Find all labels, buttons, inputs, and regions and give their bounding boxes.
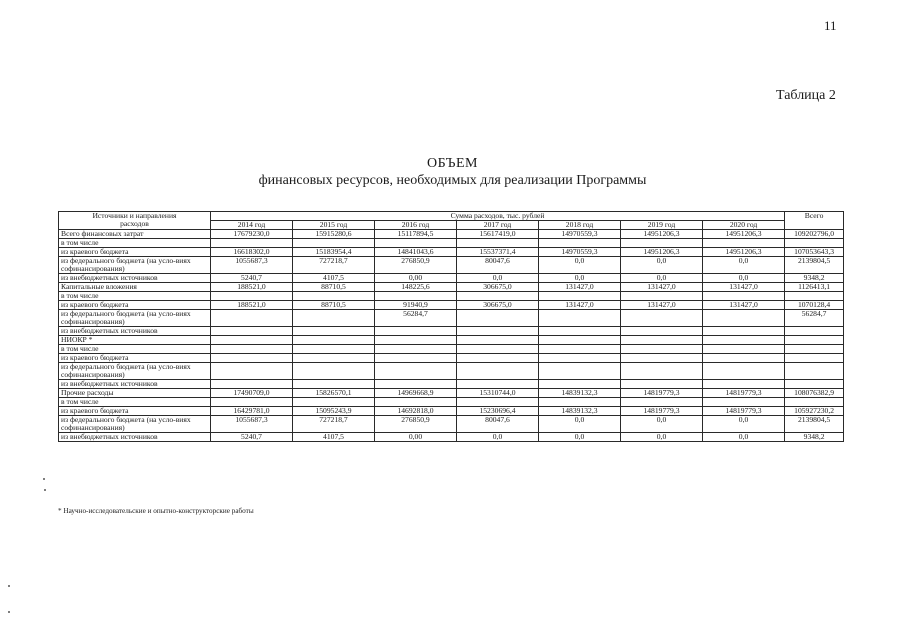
value-cell: 0,00 (375, 433, 457, 442)
value-cell (293, 292, 375, 301)
value-cell: 14970559,3 (539, 248, 621, 257)
value-cell (539, 354, 621, 363)
value-cell (375, 336, 457, 345)
value-cell (211, 292, 293, 301)
value-cell (293, 345, 375, 354)
year-header: 2014 год (211, 221, 293, 230)
value-cell: 131427,0 (621, 283, 703, 292)
value-cell: 14819779,3 (621, 407, 703, 416)
value-cell: 91940,9 (375, 301, 457, 310)
total-cell: 109202796,0 (785, 230, 844, 239)
table-row (59, 310, 844, 327)
year-header: 2016 год (375, 221, 457, 230)
value-cell: 0,0 (703, 274, 785, 283)
row-label: НИОКР * (59, 336, 211, 345)
value-cell: 0,0 (703, 257, 785, 274)
value-cell: 5240,7 (211, 433, 293, 442)
value-cell (293, 354, 375, 363)
value-cell: 727218,7 (293, 416, 375, 433)
footnote: * Научно-исследовательские и опытно-конструкторские работы (58, 507, 254, 515)
value-cell: 131427,0 (539, 301, 621, 310)
total-cell: 1070128,4 (785, 301, 844, 310)
value-cell (375, 398, 457, 407)
table-row (59, 416, 844, 433)
scan-speck (8, 611, 10, 613)
value-cell: 14951206,3 (621, 230, 703, 239)
total-cell: 107053643,3 (785, 248, 844, 257)
total-cell (785, 336, 844, 345)
value-cell: 56284,7 (375, 310, 457, 327)
value-cell (703, 292, 785, 301)
row-label: в том числе (59, 239, 211, 248)
total-cell (785, 380, 844, 389)
value-cell: 5240,7 (211, 274, 293, 283)
total-cell (785, 292, 844, 301)
sources-header-line2: расходов (120, 219, 149, 228)
value-cell (211, 336, 293, 345)
value-cell: 14692818,0 (375, 407, 457, 416)
value-cell: 727218,7 (293, 257, 375, 274)
value-cell: 14951206,3 (703, 248, 785, 257)
scan-speck (8, 585, 10, 587)
value-cell: 17679230,0 (211, 230, 293, 239)
value-cell (293, 398, 375, 407)
value-cell: 17490709,0 (211, 389, 293, 398)
value-cell: 0,0 (539, 433, 621, 442)
value-cell: 0,0 (539, 274, 621, 283)
year-header: 2020 год (703, 221, 785, 230)
table-row (59, 239, 844, 248)
value-cell: 306675,0 (457, 283, 539, 292)
value-cell: 15230696,4 (457, 407, 539, 416)
table-row (59, 380, 844, 389)
value-cell (293, 380, 375, 389)
value-cell (621, 336, 703, 345)
row-label: из внебюджетных источников (59, 433, 211, 442)
table-row (59, 301, 844, 310)
sources-header-line1: Источники и направления (92, 211, 177, 220)
table-row (59, 345, 844, 354)
value-cell (539, 380, 621, 389)
value-cell: 0,0 (703, 416, 785, 433)
value-cell (621, 380, 703, 389)
row-label: из внебюджетных источников (59, 380, 211, 389)
row-label: из краевого бюджета (59, 301, 211, 310)
value-cell: 15183954,4 (293, 248, 375, 257)
table-row (59, 230, 844, 239)
value-cell (621, 345, 703, 354)
value-cell (539, 327, 621, 336)
financing-table (58, 211, 844, 442)
table-row (59, 354, 844, 363)
value-cell (375, 363, 457, 380)
value-cell (621, 398, 703, 407)
value-cell: 131427,0 (703, 301, 785, 310)
total-cell: 9348,2 (785, 433, 844, 442)
value-cell: 4107,5 (293, 433, 375, 442)
total-cell: 56284,7 (785, 310, 844, 327)
row-label: Прочие расходы (59, 389, 211, 398)
value-cell: 276850,9 (375, 257, 457, 274)
value-cell: 0,0 (539, 257, 621, 274)
value-cell: 15095243,9 (293, 407, 375, 416)
table-row (59, 274, 844, 283)
row-label: из краевого бюджета (59, 407, 211, 416)
row-label: из внебюджетных источников (59, 274, 211, 283)
value-cell (703, 239, 785, 248)
scan-speck (44, 489, 46, 491)
value-cell: 15537371,4 (457, 248, 539, 257)
value-cell: 0,0 (621, 433, 703, 442)
value-cell: 0,0 (457, 274, 539, 283)
value-cell (703, 380, 785, 389)
value-cell: 0,0 (621, 257, 703, 274)
page-number: 11 (824, 18, 837, 33)
value-cell (457, 398, 539, 407)
header-row-top (59, 212, 844, 221)
value-cell (703, 354, 785, 363)
table-row (59, 336, 844, 345)
value-cell: 131427,0 (703, 283, 785, 292)
row-label: из краевого бюджета (59, 354, 211, 363)
value-cell: 15117894,5 (375, 230, 457, 239)
value-cell (457, 363, 539, 380)
title-sub: финансовых ресурсов, необходимых для реализации Программы (258, 173, 647, 188)
value-cell (211, 239, 293, 248)
value-cell (539, 398, 621, 407)
total-cell: 1126413,1 (785, 283, 844, 292)
total-cell (785, 345, 844, 354)
table-row (59, 363, 844, 380)
value-cell (211, 345, 293, 354)
value-cell: 16618302,0 (211, 248, 293, 257)
sources-header (59, 212, 211, 230)
value-cell (211, 398, 293, 407)
year-header: 2015 год (293, 221, 375, 230)
value-cell: 0,0 (621, 416, 703, 433)
value-cell (457, 345, 539, 354)
value-cell (457, 336, 539, 345)
total-cell (785, 398, 844, 407)
value-cell (293, 239, 375, 248)
value-cell (375, 327, 457, 336)
row-label: в том числе (59, 398, 211, 407)
row-label: в том числе (59, 345, 211, 354)
value-cell: 16429781,0 (211, 407, 293, 416)
value-cell (211, 380, 293, 389)
value-cell: 0,0 (539, 416, 621, 433)
value-cell (621, 327, 703, 336)
value-cell: 0,0 (703, 433, 785, 442)
value-cell (703, 336, 785, 345)
value-cell (621, 363, 703, 380)
title-main: ОБЪЕМ (426, 156, 478, 171)
sum-header: Сумма расходов, тыс. рублей (211, 212, 785, 221)
value-cell: 15310744,0 (457, 389, 539, 398)
total-cell (785, 354, 844, 363)
value-cell (293, 336, 375, 345)
value-cell: 80047,6 (457, 257, 539, 274)
value-cell (211, 354, 293, 363)
title-block (0, 155, 905, 189)
table-row (59, 257, 844, 274)
value-cell: 88710,5 (293, 301, 375, 310)
value-cell (539, 336, 621, 345)
value-cell (539, 292, 621, 301)
value-cell (375, 380, 457, 389)
value-cell: 0,0 (621, 274, 703, 283)
total-cell (785, 327, 844, 336)
value-cell (293, 310, 375, 327)
year-header: 2017 год (457, 221, 539, 230)
value-cell: 14951206,3 (703, 230, 785, 239)
row-label: из федерального бюджета (на усло-виях софинансирования) (59, 363, 211, 380)
value-cell (211, 310, 293, 327)
value-cell (457, 380, 539, 389)
value-cell: 1055687,3 (211, 257, 293, 274)
value-cell: 88710,5 (293, 283, 375, 292)
total-cell: 2139804,5 (785, 257, 844, 274)
value-cell (375, 354, 457, 363)
total-cell: 108076382,9 (785, 389, 844, 398)
value-cell (703, 398, 785, 407)
value-cell (621, 239, 703, 248)
value-cell: 14969668,9 (375, 389, 457, 398)
value-cell (457, 310, 539, 327)
value-cell (539, 239, 621, 248)
value-cell: 80047,6 (457, 416, 539, 433)
value-cell (621, 354, 703, 363)
value-cell (539, 345, 621, 354)
value-cell: 306675,0 (457, 301, 539, 310)
row-label: из федерального бюджета (на усло-виях софинансирования) (59, 310, 211, 327)
table-label: Таблица 2 (776, 88, 836, 103)
value-cell: 14951206,3 (621, 248, 703, 257)
value-cell: 14970559,3 (539, 230, 621, 239)
table-row (59, 433, 844, 442)
year-header: 2019 год (621, 221, 703, 230)
value-cell: 15826570,1 (293, 389, 375, 398)
value-cell: 14819779,3 (621, 389, 703, 398)
value-cell: 131427,0 (621, 301, 703, 310)
value-cell: 15915280,6 (293, 230, 375, 239)
row-label: Капитальные вложения (59, 283, 211, 292)
value-cell (703, 310, 785, 327)
value-cell: 131427,0 (539, 283, 621, 292)
row-label: из внебюджетных источников (59, 327, 211, 336)
value-cell (375, 292, 457, 301)
value-cell (293, 327, 375, 336)
value-cell (211, 363, 293, 380)
row-label: из федерального бюджета (на усло-виях софинансирования) (59, 257, 211, 274)
table-row (59, 327, 844, 336)
value-cell: 188521,0 (211, 283, 293, 292)
value-cell: 14839132,3 (539, 389, 621, 398)
value-cell (539, 363, 621, 380)
value-cell: 148225,6 (375, 283, 457, 292)
value-cell: 14819779,3 (703, 407, 785, 416)
total-cell (785, 239, 844, 248)
value-cell (211, 327, 293, 336)
value-cell: 15617419,0 (457, 230, 539, 239)
table-row (59, 398, 844, 407)
table-row (59, 248, 844, 257)
table-row (59, 283, 844, 292)
table-row (59, 389, 844, 398)
total-cell: 2139804,5 (785, 416, 844, 433)
table-body (59, 230, 844, 442)
value-cell (703, 327, 785, 336)
value-cell: 1055687,3 (211, 416, 293, 433)
value-cell (457, 292, 539, 301)
value-cell (457, 327, 539, 336)
value-cell: 0,0 (457, 433, 539, 442)
table-row (59, 292, 844, 301)
value-cell (457, 354, 539, 363)
row-label: из федерального бюджета (на усло-виях софинансирования) (59, 416, 211, 433)
value-cell: 188521,0 (211, 301, 293, 310)
value-cell (375, 239, 457, 248)
value-cell (621, 292, 703, 301)
scan-speck (43, 478, 45, 480)
total-cell: 105927230,2 (785, 407, 844, 416)
value-cell (703, 345, 785, 354)
row-label: в том числе (59, 292, 211, 301)
value-cell: 14841043,6 (375, 248, 457, 257)
value-cell (621, 310, 703, 327)
total-cell (785, 363, 844, 380)
table-row (59, 407, 844, 416)
row-label: Всего финансовых затрат (59, 230, 211, 239)
row-label: из краевого бюджета (59, 248, 211, 257)
total-cell: 9348,2 (785, 274, 844, 283)
value-cell: 14819779,3 (703, 389, 785, 398)
value-cell (457, 239, 539, 248)
value-cell (293, 363, 375, 380)
value-cell: 4107,5 (293, 274, 375, 283)
value-cell (539, 310, 621, 327)
total-header: Всего (785, 212, 844, 230)
table-header (59, 212, 844, 230)
value-cell: 0,00 (375, 274, 457, 283)
value-cell: 276850,9 (375, 416, 457, 433)
year-header: 2018 год (539, 221, 621, 230)
value-cell (375, 345, 457, 354)
value-cell (703, 363, 785, 380)
value-cell: 14839132,3 (539, 407, 621, 416)
